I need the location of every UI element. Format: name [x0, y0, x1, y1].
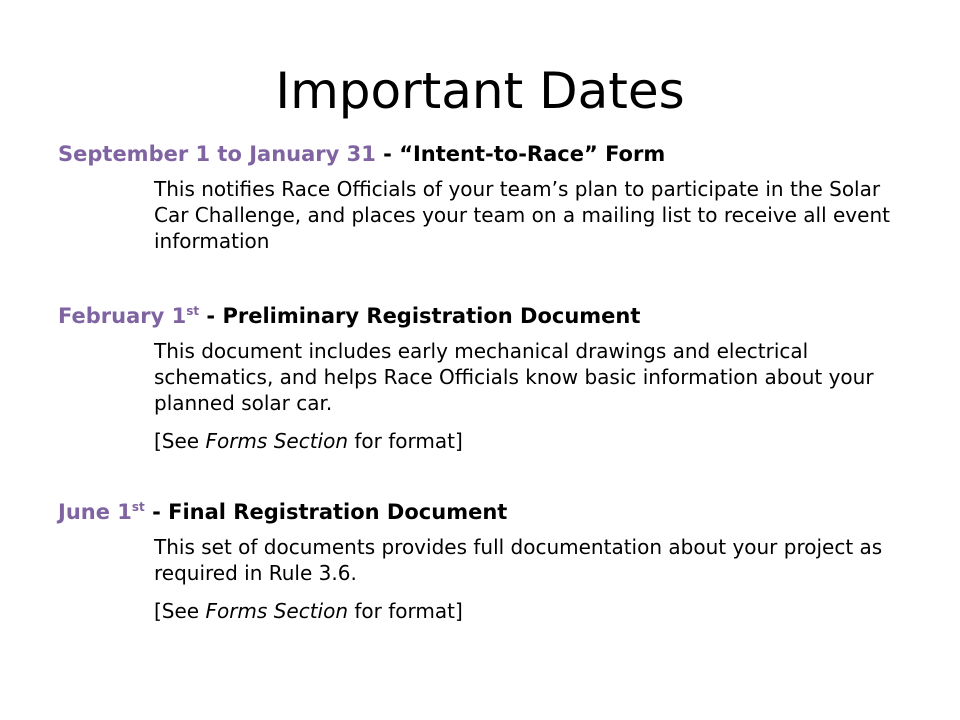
heading-separator: - [144, 500, 169, 524]
form-name: “Intent-to-Race” Form [399, 142, 666, 166]
format-reference-suffix: for format] [348, 429, 463, 453]
date-section-preliminary-registration [58, 302, 918, 454]
forms-section-reference: Forms Section [205, 599, 348, 623]
heading-separator: - [375, 142, 400, 166]
format-reference-prefix: [See [154, 429, 206, 453]
slide-title: Important Dates [275, 62, 685, 120]
date-range: September 1 to January 31 [58, 142, 376, 166]
date-ordinal-suffix: st [186, 304, 200, 318]
document-name: Preliminary Registration Document [222, 304, 641, 328]
date-label [58, 500, 145, 524]
document-name: Final Registration Document [168, 500, 508, 524]
section-heading [58, 498, 918, 526]
format-reference-suffix: for format] [348, 599, 463, 623]
forms-section-reference: Forms Section [205, 429, 348, 453]
date-label [58, 304, 199, 328]
section-heading [58, 302, 918, 330]
section-heading [58, 140, 918, 168]
format-reference [154, 598, 918, 624]
date-text: June 1 [58, 500, 132, 524]
date-section-intent-to-race [58, 140, 918, 254]
section-description: This notifies Race Officials of your team’s plan to participate in the Solar Car Challenge, and places your team on a mailing list to receive all event information [154, 177, 890, 253]
date-section-final-registration [58, 498, 918, 624]
format-reference [154, 428, 918, 454]
date-ordinal-suffix: st [131, 500, 145, 514]
date-text: February 1 [58, 304, 187, 328]
format-reference-prefix: [See [154, 599, 206, 623]
section-description: This document includes early mechanical drawings and electrical schematics, and helps Race Officials know basic information about your planned solar car. [154, 339, 874, 415]
heading-separator: - [199, 304, 223, 328]
section-description: This set of documents provides full documentation about your project as required in Rule 3.6. [154, 535, 883, 585]
